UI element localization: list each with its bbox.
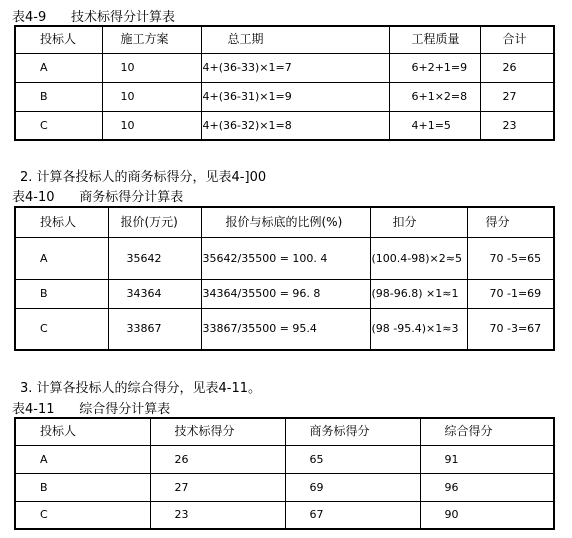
cell: 23 (150, 501, 285, 529)
table-row (15, 308, 554, 350)
cell: C (15, 501, 150, 529)
cell: (98-96.8) ×1≈1 (370, 279, 467, 308)
paragraph-step-3: 3. 计算各投标人的综合得分，见表4-11。 (20, 381, 262, 396)
cell: 70 -3=67 (467, 308, 554, 350)
header-cell: 报价与标底的比例(%) (201, 207, 370, 237)
table-row (15, 53, 554, 82)
header-cell: 工程质量 (389, 26, 480, 53)
cell: 4+(36-31)×1=9 (201, 82, 389, 111)
cell: 23 (480, 111, 554, 140)
table2 (14, 206, 555, 351)
table3 (14, 417, 555, 530)
header-cell: 投标人 (15, 26, 102, 53)
cell: 96 (420, 473, 554, 501)
header-cell: 总工期 (201, 26, 389, 53)
table1-caption: 表4-9 技术标得分计算表 (12, 10, 176, 25)
table-row (15, 473, 554, 501)
table-row (15, 237, 554, 279)
cell: 91 (420, 445, 554, 473)
cell: 4+1=5 (389, 111, 480, 140)
cell: B (15, 279, 108, 308)
header-cell: 扣分 (370, 207, 467, 237)
cell: A (15, 237, 108, 279)
table-row (15, 445, 554, 473)
paragraph-step-2: 2. 计算各投标人的商务标得分，见表4-]00 (20, 170, 267, 185)
header-cell: 投标人 (15, 418, 150, 445)
cell: C (15, 308, 108, 350)
cell: 34364/35500 = 96. 8 (201, 279, 370, 308)
table-row (15, 207, 554, 237)
cell: 70 -1=69 (467, 279, 554, 308)
table-row (15, 501, 554, 529)
cell: 27 (150, 473, 285, 501)
cell: 10 (102, 53, 201, 82)
cell: C (15, 111, 102, 140)
table-row (15, 418, 554, 445)
cell: 27 (480, 82, 554, 111)
cell: 4+(36-32)×1=8 (201, 111, 389, 140)
header-cell: 合计 (480, 26, 554, 53)
cell: 4+(36-33)×1=7 (201, 53, 389, 82)
cell: 69 (285, 473, 420, 501)
cell: 6+1×2=8 (389, 82, 480, 111)
cell: 10 (102, 111, 201, 140)
table-row (15, 26, 554, 53)
cell: (100.4-98)×2≈5 (370, 237, 467, 279)
cell: B (15, 82, 102, 111)
cell: (98 -95.4)×1≈3 (370, 308, 467, 350)
cell: 90 (420, 501, 554, 529)
table-row (15, 279, 554, 308)
header-cell: 报价(万元) (108, 207, 201, 237)
cell: 26 (150, 445, 285, 473)
cell: 10 (102, 82, 201, 111)
cell: 34364 (108, 279, 201, 308)
cell: 70 -5=65 (467, 237, 554, 279)
cell: A (15, 445, 150, 473)
table-row (15, 82, 554, 111)
cell: 35642 (108, 237, 201, 279)
cell: 6+2+1=9 (389, 53, 480, 82)
header-cell: 综合得分 (420, 418, 554, 445)
cell: 67 (285, 501, 420, 529)
header-cell: 施工方案 (102, 26, 201, 53)
header-cell: 技术标得分 (150, 418, 285, 445)
cell: A (15, 53, 102, 82)
table2-caption: 表4-10 商务标得分计算表 (12, 190, 184, 205)
cell: 26 (480, 53, 554, 82)
table3-caption: 表4-11 综合得分计算表 (12, 402, 171, 417)
cell: 33867/35500 = 95.4 (201, 308, 370, 350)
table1 (14, 25, 555, 141)
cell: 33867 (108, 308, 201, 350)
cell: 65 (285, 445, 420, 473)
cell: B (15, 473, 150, 501)
header-cell: 投标人 (15, 207, 108, 237)
table-row (15, 111, 554, 140)
header-cell: 得分 (467, 207, 554, 237)
header-cell: 商务标得分 (285, 418, 420, 445)
cell: 35642/35500 = 100. 4 (201, 237, 370, 279)
